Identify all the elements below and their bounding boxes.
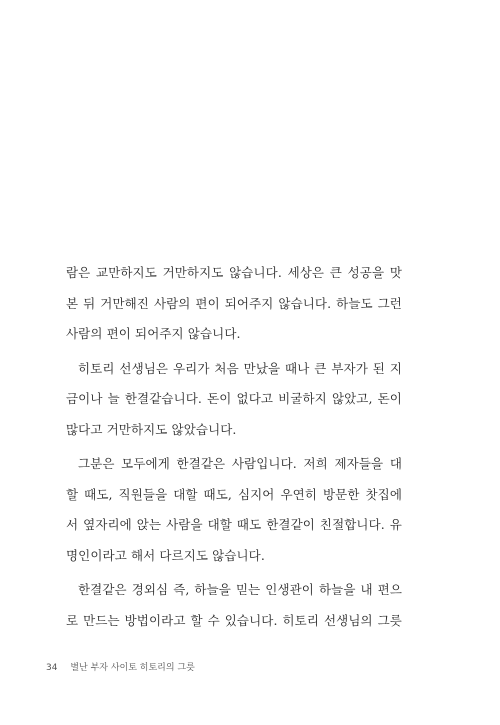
body-text (66, 258, 402, 640)
text-line: 할 때도, 직원들을 대할 때도, 심지어 우연히 방문한 찻집에 (66, 486, 402, 502)
text-line: 금이나 늘 한결같습니다. 돈이 없다고 비굴하지 않았고, 돈이 (66, 391, 402, 406)
page-number: 34 (46, 663, 58, 673)
text-line: 사람의 편이 되어주지 않습니다. (66, 326, 241, 341)
text-line: 많다고 거만하지도 않았습니다. (66, 421, 237, 437)
text-line: 람은 교만하지도 거만하지도 않습니다. 세상은 큰 성공을 맛 (66, 265, 402, 280)
text-line: 히토리 선생님은 우리가 처음 만났을 때나 큰 부자가 된 지 (78, 360, 402, 376)
page-footer (46, 660, 195, 673)
text-line: 명인이라고 해서 다르지도 않습니다. (66, 547, 265, 563)
text-line: 서 옆자리에 앉는 사람을 대할 때도 한결같이 친절합니다. 유 (66, 517, 402, 532)
running-title: 별난 부자 사이토 히토리의 그릇 (70, 663, 195, 673)
paragraph-2 (66, 354, 402, 446)
paragraph-3 (66, 449, 402, 571)
text-line: 한결같은 경외심 즉, 하늘을 믿는 인생관이 하늘을 내 편으 (78, 582, 402, 597)
paragraph-1 (66, 258, 402, 350)
text-line: 본 뒤 거만해진 사람의 편이 되어주지 않습니다. 하늘도 그런 (66, 295, 402, 311)
paragraph-4 (66, 575, 402, 636)
text-line: 그분은 모두에게 한결같은 사람입니다. 저희 제자들을 대 (78, 456, 402, 471)
text-line: 로 만드는 방법이라고 할 수 있습니다. 히토리 선생님의 그릇 (66, 612, 402, 628)
